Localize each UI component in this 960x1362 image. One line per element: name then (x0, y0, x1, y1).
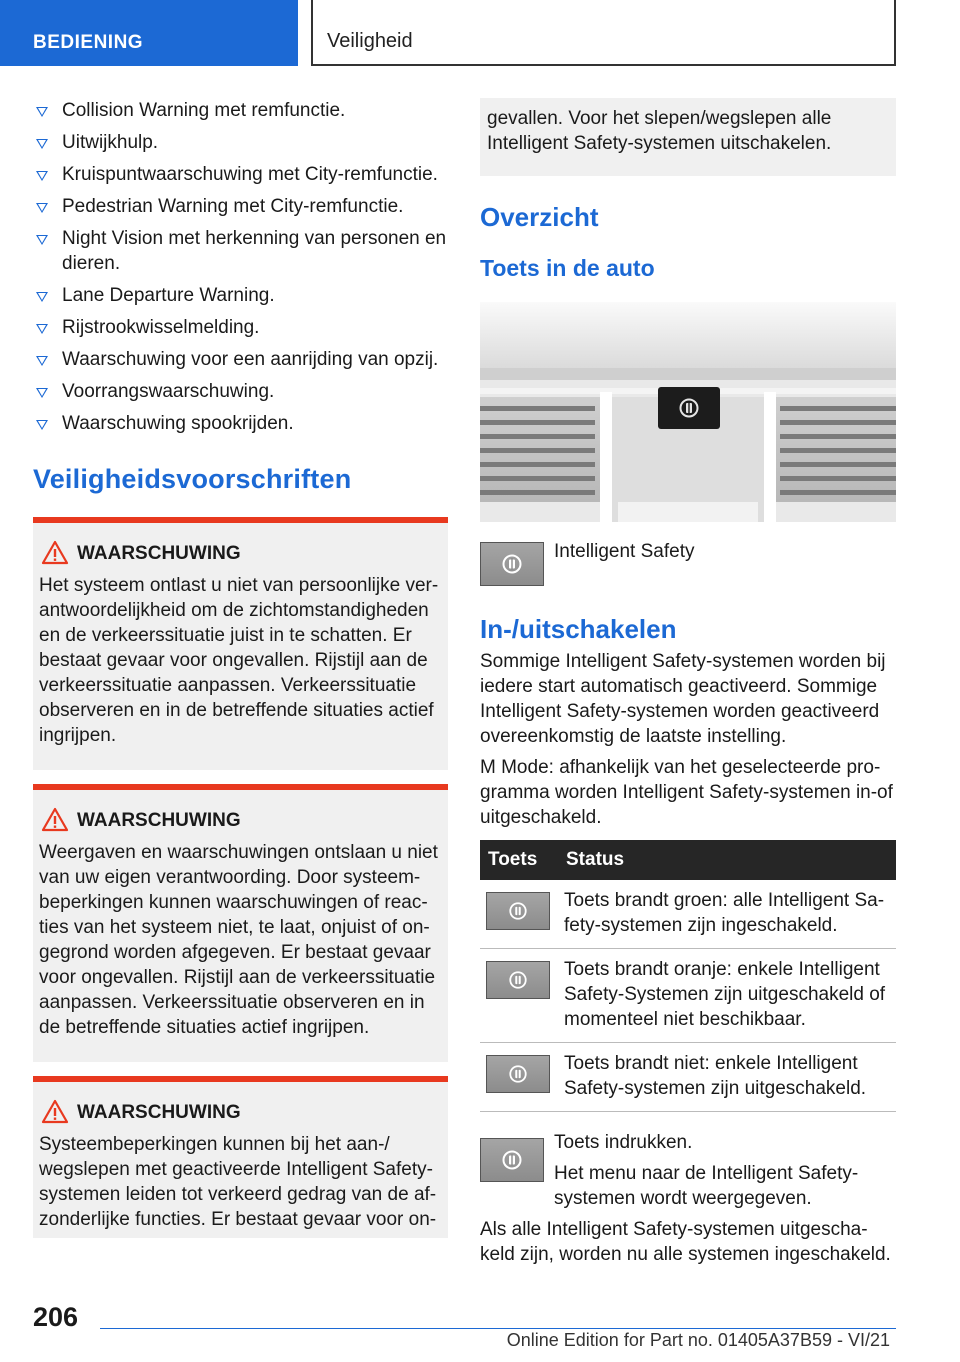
list-item: Uitwijkhulp. (33, 130, 448, 155)
bullet-triangle-icon (36, 107, 48, 117)
list-item: Waarschuwing spookrijden. (33, 411, 448, 436)
list-item: Lane Departure Warning. (33, 283, 448, 308)
button-label: Intelligent Safety (554, 541, 695, 562)
warning-title: WAARSCHUWING (77, 810, 241, 831)
button-legend (480, 540, 896, 584)
bullet-triangle-icon (36, 235, 48, 245)
section-heading: Overzicht (480, 202, 599, 232)
instruction-result: Het menu naar de Intelligent Safety-systemen wordt weergegeven. (554, 1163, 859, 1209)
list-item: Kruispuntwaarschuwing met City-remfunctie. (33, 162, 448, 187)
intelligent-safety-icon (480, 542, 544, 586)
table-header: Toets (480, 840, 558, 880)
table-header: Status (558, 840, 896, 880)
warning-box (33, 1076, 448, 1238)
warning-box (33, 784, 448, 1062)
subsection-heading: Toets in de auto (480, 255, 655, 281)
paragraph: Sommige Intelligent Safety-systemen worden bij iedere start automatisch geactiveerd. Sommige Intelligent Safety-systemen worden geactiveerd overeenkomstig de laatste instelling. (480, 651, 886, 747)
continued-warning: gevallen. Voor het slepen/wegslepen alle Intelligent Safety-systemen uitschakelen. (480, 98, 896, 176)
table-cell: Toets brandt oranje: enkele Intelligent Safety-Systemen zijn uitgeschakeld of momenteel niet beschikbaar. (558, 949, 896, 1043)
bullet-triangle-icon (36, 356, 48, 366)
section-heading: In-/uitschakelen (480, 614, 677, 644)
paragraph: M Mode: afhankelijk van het geselecteerde pro-gramma worden Intelligent Safety-systemen in-of uitgeschakeld. (480, 757, 893, 828)
intelligent-safety-icon (486, 1055, 550, 1093)
paragraph: Als alle Intelligent Safety-systemen uitgescha-keld zijn, worden nu alle systemen ingeschakeld. (480, 1219, 891, 1265)
bullet-triangle-icon (36, 171, 48, 181)
warning-title: WAARSCHUWING (77, 1102, 241, 1123)
list-item: Collision Warning met remfunctie. (33, 98, 448, 123)
warning-title: WAARSCHUWING (77, 543, 241, 564)
dashboard-photo (480, 302, 896, 522)
bullet-triangle-icon (36, 139, 48, 149)
chapter-title: Veiligheid (311, 0, 896, 66)
bullet-triangle-icon (36, 420, 48, 430)
list-item: Pedestrian Warning met City-remfunctie. (33, 194, 448, 219)
dashboard-button-image (480, 302, 896, 522)
bullet-triangle-icon (36, 388, 48, 398)
table-cell: Toets brandt niet: enkele Intelligent Safety-systemen zijn uitgeschakeld. (558, 1043, 896, 1112)
table-row (480, 880, 896, 949)
footer-divider (100, 1328, 896, 1329)
section-tab: BEDIENING (0, 0, 298, 66)
bullet-triangle-icon (36, 292, 48, 302)
warning-text: Systeembeperkingen kunnen bij het aan-/ wegslepen met geactiveerde Intelligent Safety-systemen leiden tot verkeerd gedrag van de af-zonderlijke functies. Er bestaat gevaar voor on- (39, 1134, 437, 1230)
section-heading: Veiligheidsvoorschriften (33, 464, 352, 494)
instruction-text: Toets indrukken. (554, 1132, 693, 1153)
warning-text: Weergaven en waarschuwingen ontslaan u niet van uw eigen verantwoording. Door systeem-beperkingen kunnen waarschuwingen of reac-ties van het systeem niet, te laat, onjuist of on-gegrond worden afgegeven. Er bestaat gevaar voor ongevallen. Rijstijl aan de verkeerssituatie aanpassen. Verkeerssituatie observeren en in de betreffende situaties actief ingrijpen. (39, 842, 438, 1038)
right-column (480, 98, 896, 1267)
intelligent-safety-icon (486, 892, 550, 930)
warning-box (33, 517, 448, 770)
left-column (33, 98, 448, 1238)
intelligent-safety-icon (486, 961, 550, 999)
bullet-triangle-icon (36, 203, 48, 213)
status-table (480, 840, 896, 1112)
table-row (480, 949, 896, 1043)
page-header (0, 0, 960, 66)
warning-triangle-icon (41, 807, 69, 832)
warning-triangle-icon (41, 540, 69, 565)
list-item: Waarschuwing voor een aanrijding van opzij. (33, 347, 448, 372)
page-number: 206 (33, 1302, 79, 1332)
table-cell: Toets brandt groen: alle Intelligent Sa-fety-systemen zijn ingeschakeld. (558, 880, 896, 949)
list-item: Night Vision met herkenning van personen en dieren. (33, 226, 448, 276)
list-item: Voorrangswaarschuwing. (33, 379, 448, 404)
bullet-triangle-icon (36, 324, 48, 334)
intelligent-safety-icon (480, 1138, 544, 1182)
feature-list (33, 98, 448, 436)
warning-text: Het systeem ontlast u niet van persoonlijke ver-antwoordelijkheid om de zichtomstandigheden en de verkeerssituatie juist in te schatten. Er bestaat gevaar voor ongevallen. Rijstijl aan de verkeerssituatie aanpassen. Verkeerssituatie observeren en in de betreffende situaties actief ingrijpen. (39, 575, 439, 746)
table-row (480, 1043, 896, 1112)
list-item: Rijstrookwisselmelding. (33, 315, 448, 340)
warning-triangle-icon (41, 1099, 69, 1124)
edition-text: Online Edition for Part no. 01405A37B59 - VI/21 (506, 1330, 890, 1350)
instruction-step (480, 1130, 896, 1211)
